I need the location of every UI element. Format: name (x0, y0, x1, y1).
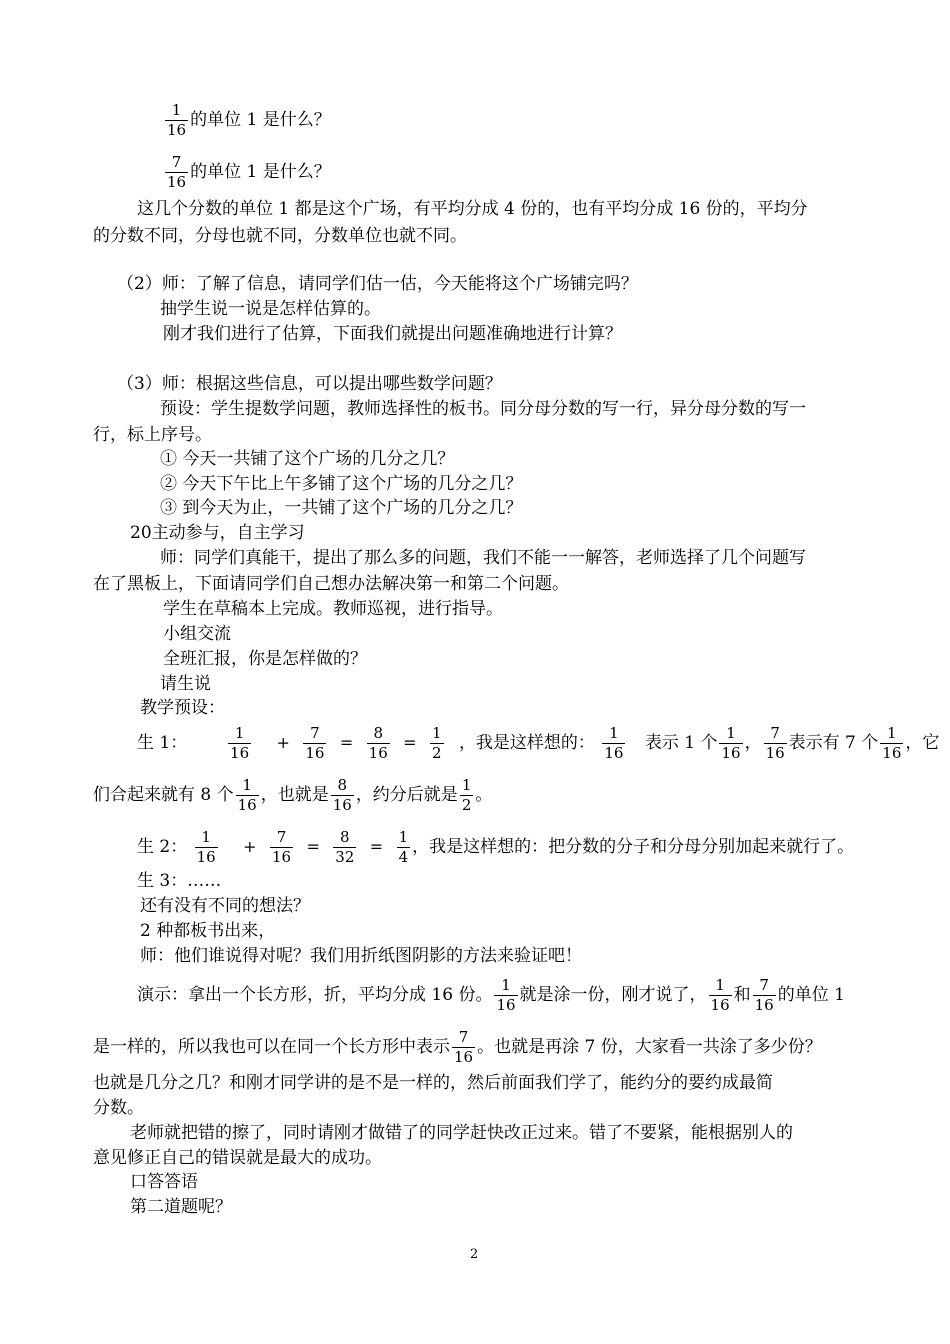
fraction: $\frac{1}{4}$ (398, 828, 409, 866)
demonstration-line-2: 是一样的，所以我也可以在同一个长方形中表示 $\frac{7}{16}$ 。也就是再涂 7 份，大家看一共涂了多少份？ (93, 1028, 822, 1066)
list-item: ① 今天一共铺了这个广场的几分之几？ (160, 449, 455, 469)
student-2-equation: 生 2： $\frac{1}{16}$ + $\frac{7}{16}$ = $\frac{8}{32}$ = $\frac{1}{4}$ ，我是这样想的：把分数的分子和分母分别加起来就行了。 (137, 828, 855, 866)
fraction: $\frac{1}{16}$ (721, 724, 741, 762)
list-item: ③ 到今天为止，一共铺了这个广场的几分之几？ (160, 498, 523, 518)
line-unit-question-1: $\frac{1}{16}$ 的单位 1 是什么？ (167, 101, 331, 139)
student-1-equation: 生 1： $\frac{1}{16}$ + $\frac{7}{16}$ = $\frac{8}{16}$ = $\frac{1}{2}$ ，我是这样想的： $\frac{1}{16}$ 表示 1 个 $\frac{1}{16}$ ， $\frac{7}{16}$ 表示有 7 个 $\frac{1}{16}$ ，它 (137, 724, 940, 762)
paragraph-line: 抽学生说一说是怎样估算的。 (160, 299, 381, 319)
fraction: $\frac{1}{16}$ (496, 976, 516, 1014)
student-1-explanation: 们合起来就有 8 个 $\frac{1}{16}$ ，也就是 $\frac{8}{16}$ ，约分后就是 $\frac{1}{2}$ 。 (93, 776, 493, 814)
paragraph-line: （3）师：根据这些信息，可以提出哪些数学问题？ (117, 374, 502, 394)
paragraph-line: 的分数不同，分母也就不同，分数单位也就不同。 (93, 226, 467, 246)
paragraph-line: 在了黑板上，下面请同学们自己想办法解决第一和第二个问题。 (93, 574, 569, 594)
fraction: $\frac{1}{16}$ (882, 724, 902, 762)
paragraph-line: 预设：学生提数学问题，教师选择性的板书。同分母分数的写一行，异分母分数的写一 (160, 399, 806, 419)
paragraph-line: （2）师：了解了信息，请同学们估一估，今天能将这个广场铺完吗？ (117, 274, 638, 294)
fraction: $\frac{8}{32}$ (335, 828, 355, 866)
paragraph-line: 意见修正自己的错误就是最大的成功。 (93, 1148, 382, 1168)
paragraph-line: 小组交流 (163, 624, 231, 644)
paragraph-line: 教学预设： (140, 698, 225, 718)
paragraph-line: 刚才我们进行了估算，下面我们就提出问题准确地进行计算？ (163, 324, 622, 344)
fraction: $\frac{8}{16}$ (332, 776, 352, 814)
fraction: $\frac{1}{16}$ (710, 976, 730, 1014)
fraction: $\frac{1}{16}$ (196, 828, 216, 866)
fraction: $\frac{7}{16}$ (454, 1028, 474, 1066)
fraction: $\frac{1}{16}$ (167, 101, 187, 139)
paragraph-line: 师：他们谁说得对呢？我们用折纸图阴影的方法来验证吧！ (140, 946, 582, 966)
section-heading: 20主动参与，自主学习 (130, 523, 305, 543)
demonstration-line-1: 演示：拿出一个长方形，折，平均分成 16 份。 $\frac{1}{16}$ 就是涂一份，刚才说了， $\frac{1}{16}$ 和 $\frac{7}{16}$ 的单位 1 (137, 976, 845, 1014)
fraction: $\frac{7}{16}$ (765, 724, 785, 762)
paragraph-line: 老师就把错的擦了，同时请刚才做错了的同学赶快改正过来。错了不要紧，能根据别人的 (130, 1123, 793, 1143)
fraction: $\frac{1}{16}$ (237, 776, 257, 814)
paragraph-line: 请生说 (160, 674, 211, 694)
paragraph-line: 第二道题呢？ (130, 1197, 232, 1217)
list-item: ② 今天下午比上午多铺了这个广场的几分之几？ (160, 474, 523, 494)
paragraph-line: 还有没有不同的想法？ (140, 896, 310, 916)
fraction: $\frac{1}{16}$ (230, 724, 250, 762)
paragraph-line: 全班汇报，你是怎样做的？ (163, 649, 367, 669)
paragraph-line: 生 3：…… (137, 871, 222, 891)
paragraph-line: 学生在草稿本上完成。教师巡视，进行指导。 (163, 599, 503, 619)
fraction: $\frac{7}{16}$ (167, 153, 187, 191)
fraction: $\frac{8}{16}$ (368, 724, 388, 762)
fraction: $\frac{7}{16}$ (305, 724, 325, 762)
paragraph-line: 分数。 (93, 1098, 144, 1118)
paragraph-line: 师：同学们真能干，提出了那么多的问题，我们不能一一解答，老师选择了几个问题写 (160, 548, 806, 568)
page-number: 2 (470, 1247, 479, 1262)
fraction: $\frac{1}{2}$ (431, 724, 442, 762)
fraction: $\frac{1}{2}$ (461, 776, 472, 814)
paragraph-line: 这几个分数的单位 1 都是这个广场，有平均分成 4 份的，也有平均分成 16 份的，平均分 (137, 199, 808, 219)
line-unit-question-2: $\frac{7}{16}$ 的单位 1 是什么？ (167, 153, 331, 191)
fraction: $\frac{7}{16}$ (271, 828, 292, 866)
paragraph-line: 也就是几分之几？和刚才同学讲的是不是一样的，然后前面我们学了，能约分的要约成最简 (93, 1073, 773, 1093)
fraction: $\frac{7}{16}$ (754, 976, 774, 1014)
paragraph-line: 口答答语 (130, 1172, 198, 1192)
paragraph-line: 行，标上序号。 (93, 425, 212, 445)
paragraph-line: 2 种都板书出来， (140, 921, 276, 941)
fraction: $\frac{1}{16}$ (604, 724, 624, 762)
